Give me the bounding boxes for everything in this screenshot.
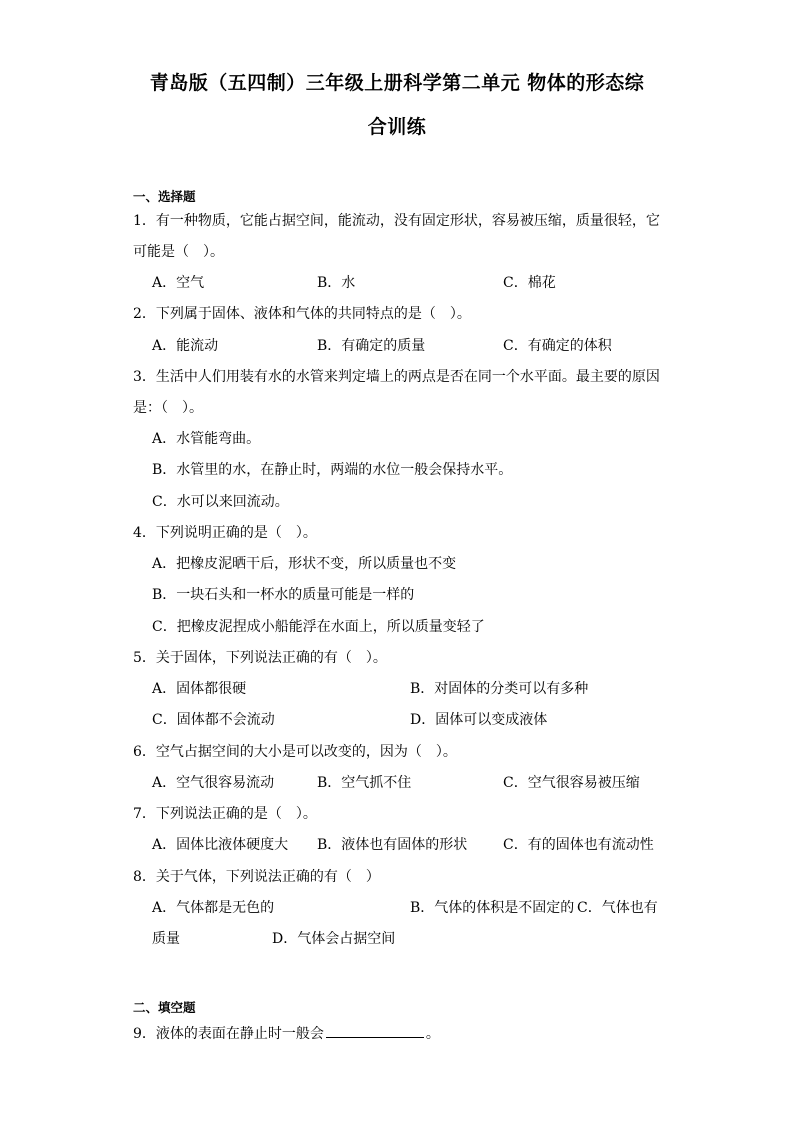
question-5-option-c: C．固体都不会流动	[152, 712, 275, 728]
question-2-option-c: C．有确定的体积	[503, 338, 612, 354]
question-2-text: 2．下列属于固体、液体和气体的共同特点的是（ ）。	[133, 306, 471, 322]
question-5-option-b: B．对固体的分类可以有多种	[410, 681, 589, 697]
question-8-option-c-cont: 质量	[152, 931, 180, 947]
question-5-text: 5．关于固体，下列说法正确的有（ ）。	[133, 650, 387, 666]
question-8-option-b: B．气体的体积是不固定的	[410, 900, 575, 916]
question-7-option-a: A．固体比液体硬度大	[152, 837, 289, 853]
question-9-prefix: 9．液体的表面在静止时一般会	[133, 1026, 324, 1042]
question-5-option-a: A．固体都很硬	[152, 681, 247, 697]
question-7-text: 7．下列说法正确的是（ ）。	[133, 806, 317, 822]
question-3-option-c: C．水可以来回流动。	[152, 494, 289, 510]
question-8-option-c: C．气体也有	[577, 900, 658, 916]
question-1-option-c: C．棉花	[503, 275, 556, 291]
page-title-line-2: 合训练	[367, 116, 427, 138]
question-2-option-b: B．有确定的质量	[317, 338, 426, 354]
question-6-option-b: B．空气抓不住	[317, 775, 412, 791]
question-4-option-a: A．把橡皮泥晒干后，形状不变，所以质量也不变	[152, 556, 457, 572]
question-3-text-cont: 是：（ ）。	[133, 400, 203, 416]
section-heading-choice: 一、选择题	[133, 189, 196, 204]
question-1-option-b: B．水	[317, 275, 356, 291]
question-7-option-c: C．有的固体也有流动性	[503, 837, 654, 853]
question-4-text: 4．下列说明正确的是（ ）。	[133, 525, 317, 541]
page-title-line-1: 青岛版（五四制）三年级上册科学第二单元 物体的形态综	[149, 72, 645, 94]
question-3-option-b: B．水管里的水，在静止时，两端的水位一般会保持水平。	[152, 462, 513, 478]
question-9-text	[133, 1023, 440, 1044]
question-4-option-b: B．一块石头和一杯水的质量可能是一样的	[152, 587, 415, 603]
section-heading-fill: 二、填空题	[133, 1000, 196, 1015]
question-8-option-d: D．气体会占据空间	[272, 931, 396, 947]
question-6-option-a: A．空气很容易流动	[152, 775, 275, 791]
question-3-option-a: A．水管能弯曲。	[152, 431, 261, 447]
question-8-option-a: A．气体都是无色的	[152, 900, 275, 916]
question-3-text: 3．生活中人们用装有水的水管来判定墙上的两点是否在同一个水平面。最主要的原因	[133, 369, 660, 385]
answer-blank[interactable]	[326, 1023, 424, 1038]
question-2-option-a: A．能流动	[152, 338, 219, 354]
question-9-suffix: 。	[425, 1026, 440, 1042]
question-5-option-d: D．固体可以变成液体	[410, 712, 548, 728]
question-1-text: 1．有一种物质，它能占据空间，能流动，没有固定形状，容易被压缩，质量很轻，它	[133, 213, 660, 229]
question-8-text: 8．关于气体，下列说法正确的有（ ）	[133, 869, 380, 885]
question-1-text-cont: 可能是（ ）。	[133, 244, 224, 260]
question-6-option-c: C．空气很容易被压缩	[503, 775, 640, 791]
question-6-text: 6．空气占据空间的大小是可以改变的，因为（ ）。	[133, 744, 457, 760]
question-1-option-a: A．空气	[152, 275, 205, 291]
question-4-option-c: C．把橡皮泥捏成小船能浮在水面上，所以质量变轻了	[152, 619, 485, 635]
question-7-option-b: B．液体也有固体的形状	[317, 837, 468, 853]
